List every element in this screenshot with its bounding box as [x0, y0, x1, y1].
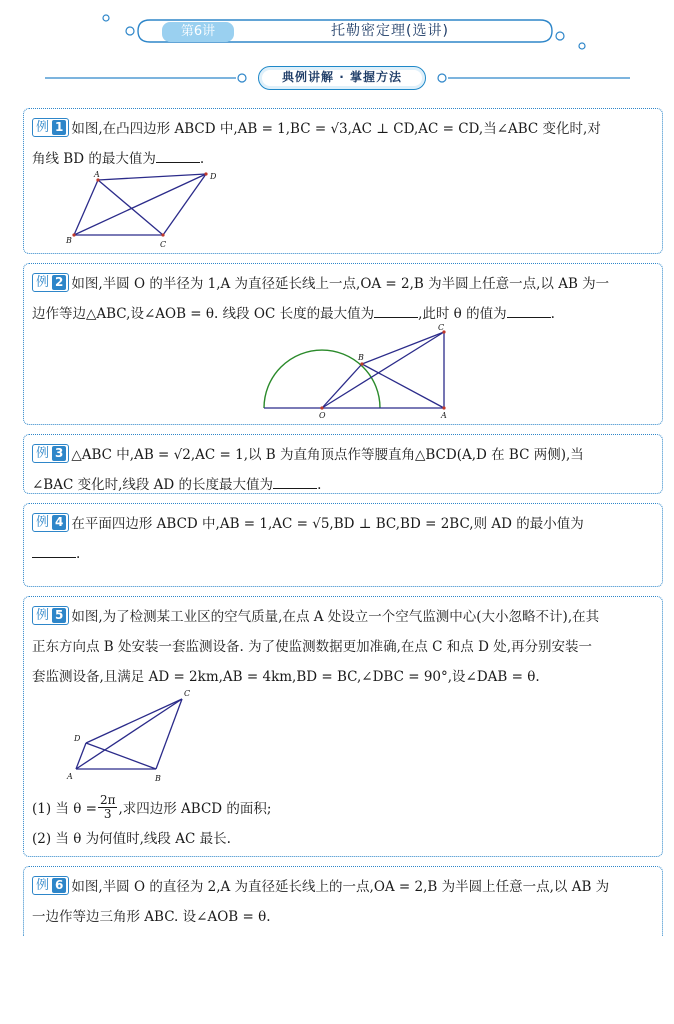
example-badge: 例 1: [32, 118, 69, 137]
label-c: C: [160, 240, 167, 249]
answer-blank: [156, 148, 200, 163]
section-banner: 典例讲解 · 掌握方法: [258, 66, 426, 90]
example-5-line-3: 套监测设备,且满足 AD = 2km,AB = 4km,BD = BC,∠DBC = 90°,设∠DAB = θ.: [32, 669, 540, 685]
example-1-figure: [64, 171, 254, 251]
segment-da: [98, 174, 206, 180]
example-5-question-2: (2) 当 θ 为何值时,线段 AC 最长.: [32, 831, 231, 847]
example-badge: 例 5: [32, 606, 69, 625]
answer-blank: [32, 543, 76, 558]
example-badge: 例 6: [32, 876, 69, 895]
example-1-line-1: 例 1 如图,在凸四边形 ABCD 中,AB = 1,BC = √3,AC ⊥ CD,AC = CD,当∠ABC 变化时,对: [32, 114, 654, 144]
label-d: D: [210, 172, 217, 181]
example-6-line-2: 一边作等边三角形 ABC. 设∠AOB = θ.: [32, 909, 271, 925]
label-d: D: [74, 734, 81, 743]
segment-cd: [163, 174, 206, 235]
example-4-line-2: .: [32, 539, 654, 569]
segment-ba: [362, 364, 444, 408]
segment-ab: [74, 180, 98, 235]
fraction: $\frac{2\pi}{3}$: [99, 793, 116, 821]
lecture-title: 托勒密定理(选讲): [331, 23, 449, 39]
example-2-figure: [258, 324, 458, 419]
label-a: A: [67, 772, 73, 781]
label-c: C: [184, 689, 191, 698]
example-5-line-2: 正东方向点 B 处安装一套监测设备. 为了使监测数据更加准确,在点 C 和点 D 处,再分别安装一: [32, 639, 592, 655]
example-badge: 例 2: [32, 273, 69, 292]
example-3: [23, 434, 663, 494]
label-b: B: [66, 236, 72, 245]
answer-blank: [273, 474, 317, 489]
label-b: B: [155, 774, 161, 783]
example-1: [23, 108, 663, 254]
example-4: [23, 503, 663, 587]
example-3-line-1: 例 3 △ABC 中,AB = √2,AC = 1,以 B 为直角顶点作等腰直角△BCD(A,D 在 BC 两侧),当: [32, 440, 654, 470]
segment-ob: [322, 364, 362, 408]
example-5-question-1: (1) 当 θ = $\frac{2\pi}{3}$ ,求四边形 ABCD 的面积;: [32, 793, 272, 821]
example-2: [23, 263, 663, 425]
example-6: [23, 866, 663, 936]
answer-blank: [374, 303, 418, 318]
label-b: B: [358, 353, 364, 362]
example-badge: 例 4: [32, 513, 69, 532]
label-a: A: [441, 411, 447, 419]
example-2-line-2: 边作等边△ABC,设∠AOB = θ. 线段 OC 长度的最大值为 ,此时 θ 的值为 .: [32, 299, 654, 329]
label-c: C: [438, 324, 445, 332]
label-o: O: [319, 411, 326, 419]
example-5: [23, 596, 663, 857]
answer-blank: [507, 303, 551, 318]
example-6-line-1: 例 6 如图,半圆 O 的直径为 2,A 为直径延长线上的一点,OA = 2,B 为半圆上任意一点,以 AB 为: [32, 872, 654, 902]
diagonal-bd: [74, 174, 206, 235]
example-4-line-1: 例 4 在平面四边形 ABCD 中,AB = 1,AC = √5,BD ⊥ BC,BD = 2BC,则 AD 的最小值为: [32, 509, 654, 539]
segment-oc: [322, 332, 444, 408]
lecture-number-tab: 第6讲: [162, 22, 234, 42]
example-5-figure: [62, 689, 222, 789]
example-2-line-1: 例 2 如图,半圆 O 的半径为 1,A 为直径延长线上一点,OA = 2,B 为半圆上任意一点,以 AB 为一: [32, 269, 654, 299]
example-badge: 例 3: [32, 444, 69, 463]
label-a: A: [94, 171, 100, 179]
segment-bc: [362, 332, 444, 364]
diagonal-ac: [98, 180, 163, 235]
example-1-line-2: 角线 BD 的最大值为 .: [32, 144, 654, 174]
example-5-line-1: 例 5 如图,为了检测某工业区的空气质量,在点 A 处设立一个空气监测中心(大小忽略不计),在其: [32, 602, 654, 632]
example-3-line-2: ∠BAC 变化时,线段 AD 的长度最大值为 .: [32, 470, 654, 500]
